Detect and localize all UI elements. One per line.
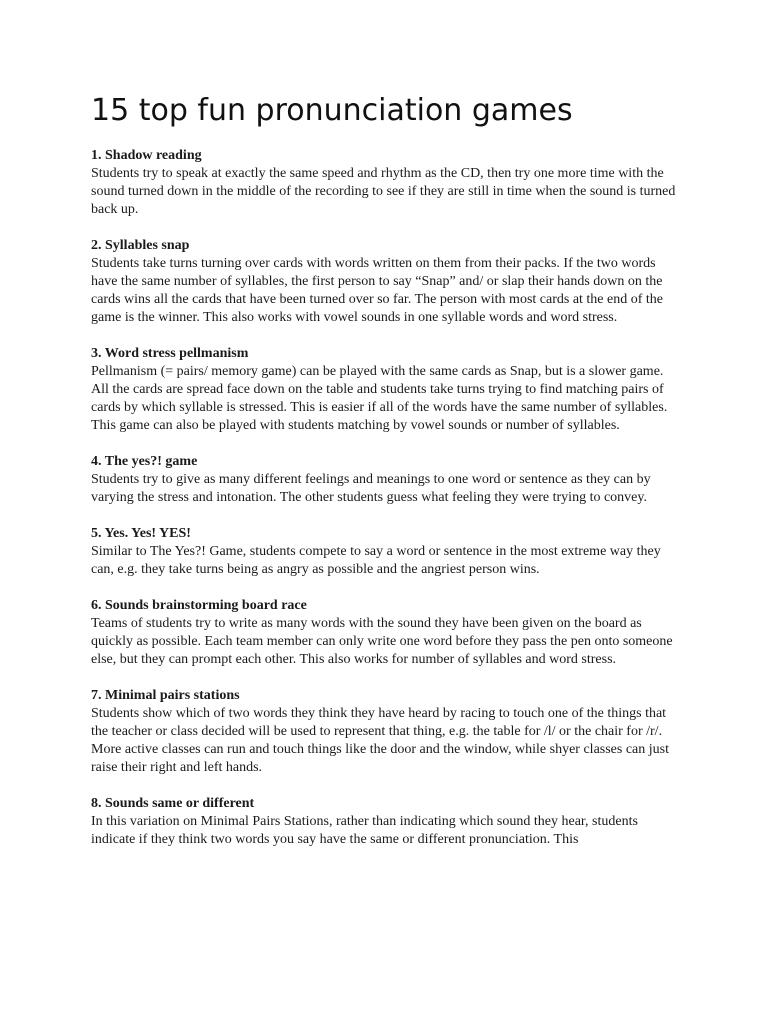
section-yes-game	[91, 453, 681, 507]
section-body: Teams of students try to write as many words with the sound they have been given on the board as quickly as possible. Each team member can only write one word before they pass the pen onto someone else, but they can prompt each other. This also works for number of syllables and word stress.	[91, 616, 673, 667]
section-body: Pellmanism (= pairs/ memory game) can be played with the same cards as Snap, but is a slower game. All the cards are spread face down on the table and students take turns trying to find matching pairs of cards by which syllable is stressed. This is easier if all of the words have the same number of syllables. This game can also be played with students matching by vowel sounds or number of syllables.	[91, 364, 668, 433]
section-heading: 5. Yes. Yes! YES!	[91, 526, 191, 541]
section-shadow-reading	[91, 147, 681, 219]
document-body	[91, 147, 681, 867]
section-heading: 4. The yes?! game	[91, 454, 198, 469]
section-body: Students show which of two words they think they have heard by racing to touch one of the things that the teacher or class decided will be used to represent that thing, e.g. the table for /l/ or the chair for /r/. More active classes can run and touch things like the door and the window, while shyer classes can just raise their right and left hands.	[91, 706, 669, 775]
section-body: Similar to The Yes?! Game, students compete to say a word or sentence in the most extreme way they can, e.g. they take turns being as angry as possible and the angriest person wins.	[91, 544, 661, 577]
section-heading: 7. Minimal pairs stations	[91, 688, 240, 703]
section-minimal-pairs-stations	[91, 687, 681, 777]
section-yes-yes-yes	[91, 525, 681, 579]
section-sounds-same-or-different	[91, 795, 681, 849]
section-heading: 1. Shadow reading	[91, 148, 202, 163]
section-body: Students take turns turning over cards with words written on them from their packs. If the two words have the same number of syllables, the first person to say “Snap” and/ or slap their hands down on the cards wins all the cards that have been turned over so far. The person with most cards at the end of the game is the winner. This also works with vowel sounds in one syllable words and word stress.	[91, 256, 664, 325]
section-body: In this variation on Minimal Pairs Stations, rather than indicating which sound they hear, students indicate if they think two words you say have the same or different pronunciation. This	[91, 814, 638, 847]
page-title: 15 top fun pronunciation games	[91, 93, 573, 128]
section-syllables-snap	[91, 237, 681, 327]
section-body: Students try to give as many different feelings and meanings to one word or sentence as they can by varying the stress and intonation. The other students guess what feeling they were trying to convey.	[91, 472, 651, 505]
section-heading: 6. Sounds brainstorming board race	[91, 598, 307, 613]
section-heading: 2. Syllables snap	[91, 238, 190, 253]
section-sounds-board-race	[91, 597, 681, 669]
section-heading: 3. Word stress pellmanism	[91, 346, 249, 361]
section-body: Students try to speak at exactly the same speed and rhythm as the CD, then try one more time with the sound turned down in the middle of the recording to see if they are still in time when the sound is turned back up.	[91, 166, 676, 217]
section-word-stress-pellmanism	[91, 345, 681, 435]
section-heading: 8. Sounds same or different	[91, 796, 255, 811]
